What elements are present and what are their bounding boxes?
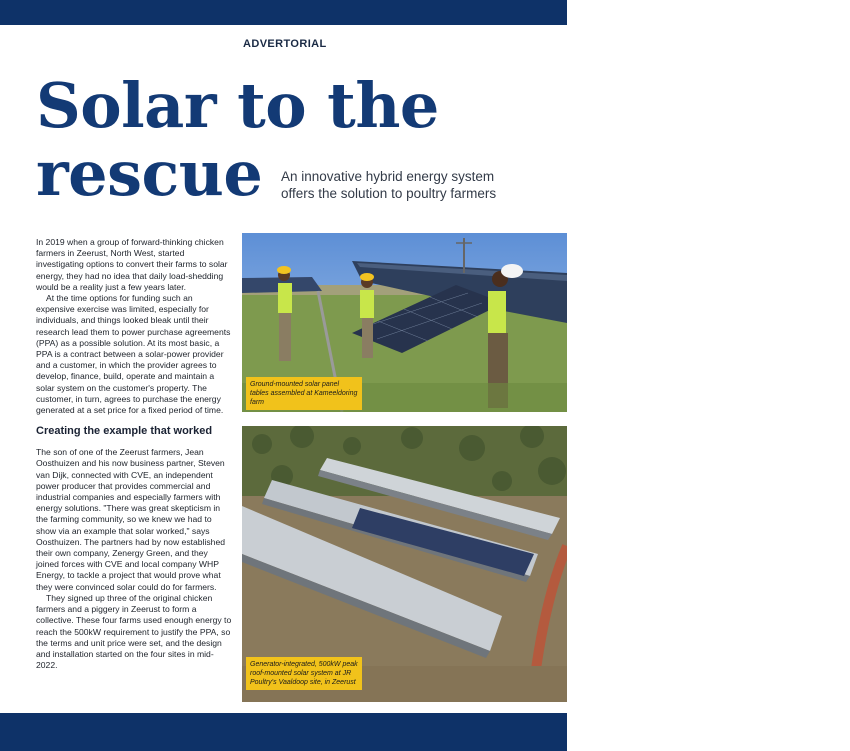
photo-caption: Ground-mounted solar panel tables assembled at Kameeldoring farm [246, 377, 362, 410]
body-paragraph: In 2019 when a group of forward-thinking chicken farmers in Zeerust, North West, started investigating options to convert their farms to solar energy, they had no idea that daily load-shedding would be a reality just a few years later. [36, 237, 228, 292]
bottom-color-band [0, 713, 567, 751]
body-paragraph: They signed up three of the original chicken farmers and a piggery in Zeerust to form a collective. These four farms used enough energy to reach the 500kW requirement to justify the PPA, so the terms and unit price were set, and the design and installation started on the four sites in mid-2022. [36, 592, 232, 671]
headline-line-2: rescue [36, 137, 263, 210]
photo-caption: Generator-integrated, 500kW peak roof-mounted solar system at JR Poultry's Vaaldoop site, in Zeerust [246, 657, 362, 690]
body-paragraph: At the time options for funding such an expensive exercise was limited, especially for individuals, and things looked bleak until their research lead them to power purchase agreements (PPA) as a possible solution. At its most basic, a PPA is a contract between a solar-power provider and a customer, in which the provider agrees to develop, finance, build, operate and maintain a solar system on the customer's property. The customer, in turn, agrees to purchase the energy generated at a set price for a fixed period of time. [36, 293, 231, 416]
standfirst: An innovative hybrid energy system offers the solution to poultry farmers [281, 169, 497, 201]
top-color-band [0, 0, 567, 25]
headline-line-1: Solar to the [36, 69, 439, 142]
body-paragraph: The son of one of the Zeerust farmers, Jean Oosthuizen and his now business partner, Steven van Dijk, connected with CVE, an independent power producer that provides commercial and industrial companies and especially farmers with energy solutions. "There was great skepticism in the farming community, so we knew we had to show via an example that solar worked," says Oosthuizen. The partners had by now established their own company, Zenergy Green, and they joined forces with CVE and local company WHP Energy, to tackle a project that would prove what they were convinced solar could do for farmers. [36, 447, 226, 592]
body-column [36, 237, 232, 671]
subheading: Creating the example that worked [36, 425, 213, 438]
section-label: ADVERTORIAL [243, 38, 327, 50]
